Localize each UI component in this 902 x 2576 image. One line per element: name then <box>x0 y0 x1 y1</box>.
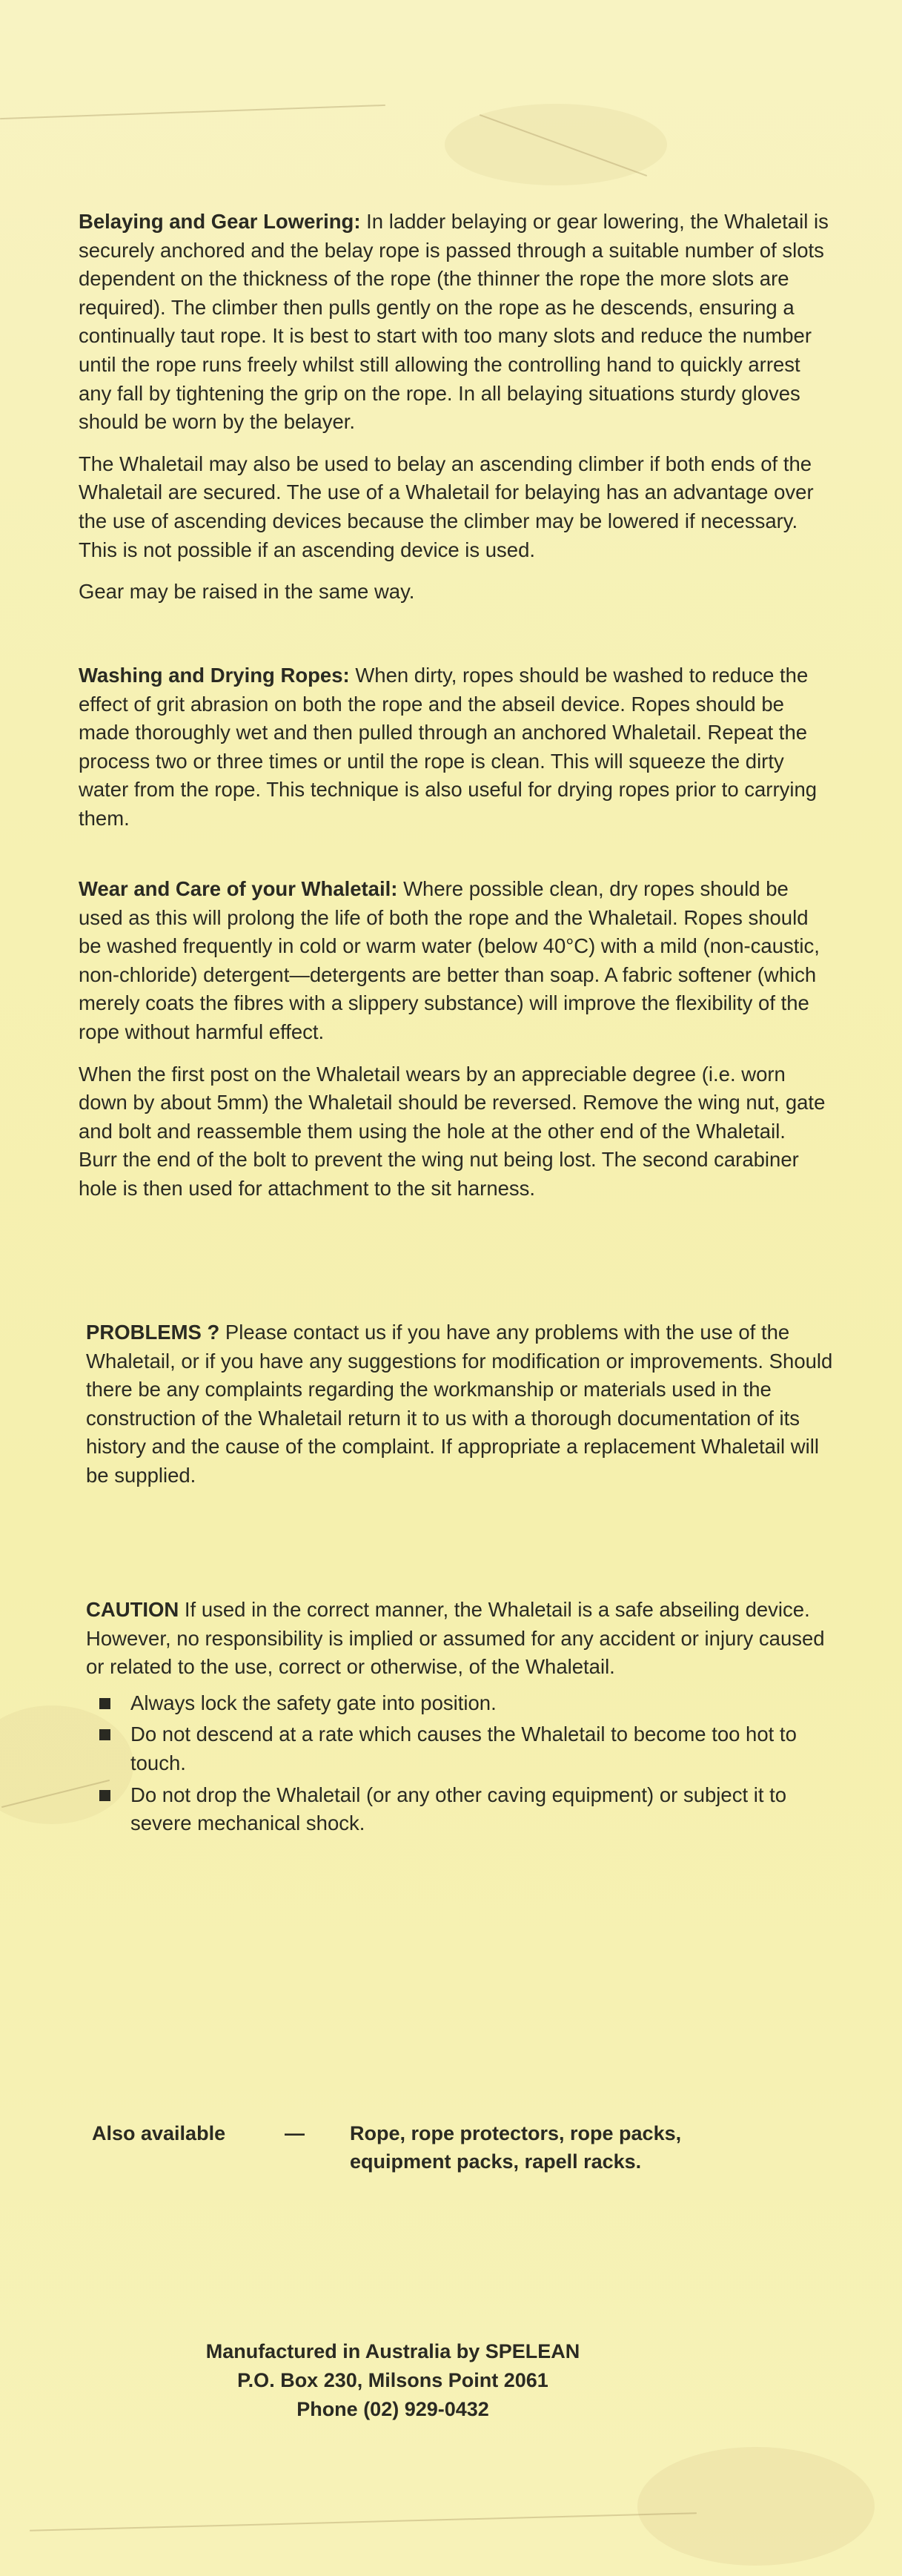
bullet-square-icon <box>99 1729 110 1740</box>
caution-bullet-2 <box>86 1720 836 1777</box>
care-heading: Wear and Care of your Whaletail: <box>79 877 398 900</box>
paper-crease <box>480 114 647 176</box>
manufacturer-line: Manufactured in Australia by SPELEAN <box>205 2340 580 2362</box>
caution-bullet-text: Do not descend at a rate which causes the Whaletail to become too hot to touch. <box>130 1723 797 1774</box>
caution-bullet-text: Always lock the safety gate into position. <box>130 1691 497 1714</box>
belaying-text-1: In ladder belaying or gear lowering, the Whaletail is securely anchored and the belay rope is passed through a suitable number of slots dependent on the thickness of the rope (the thinner the rope the more slots are required). The climber then pulls gently on the rope as he descends, ensuring a continually taut rope. It is best to start with too many slots and reduce the number until the rope runs freely whilst still allowing the controlling hand to quickly arrest any fall by tightening the grip on the rope. In all belaying situations sturdy gloves should be worn by the belayer. <box>79 210 829 434</box>
washing-paragraph <box>79 661 829 833</box>
problems-section <box>86 1318 836 1490</box>
caution-bullet-text: Do not drop the Whaletail (or any other caving equipment) or subject it to severe mechanical shock. <box>130 1783 787 1835</box>
belaying-heading: Belaying and Gear Lowering: <box>79 210 361 233</box>
caution-section <box>86 1596 836 1841</box>
care-paragraph-2: When the first post on the Whaletail wears by an appreciable degree (i.e. worn down by about 5mm) the Whaletail should be reversed. Remove the wing nut, gate and bolt and reassemble them using the hole at the other end of the Whaletail. Burr the end of the bolt to prevent the wing nut being lost. The second carabiner hole is then used for attachment to the sit harness. <box>79 1062 826 1200</box>
washing-text: When dirty, ropes should be washed to reduce the effect of grit abrasion on both the rope and the abseil device. Ropes should be made thoroughly wet and then pulled through an anchored Whaletail. Repeat the process two or three times or until the rope is clean. This will squeeze the dirty water from the rope. This technique is also useful for drying ropes prior to carrying them. <box>79 664 818 830</box>
problems-heading: PROBLEMS ? <box>86 1321 220 1344</box>
caution-heading: CAUTION <box>86 1598 179 1621</box>
paper-crease <box>0 105 385 119</box>
manufacturer-phone: Phone (02) 929-0432 <box>296 2398 489 2420</box>
caution-bullet-3 <box>86 1781 836 1838</box>
paper-crease <box>30 2512 697 2532</box>
care-paragraph-1 <box>79 875 829 1047</box>
problems-paragraph <box>86 1318 836 1490</box>
belaying-paragraph-1 <box>79 208 829 437</box>
manufacturer-block <box>104 2337 682 2424</box>
also-available-dash: — <box>285 2122 305 2144</box>
care-section <box>79 875 829 1203</box>
paper-stain <box>637 2447 875 2566</box>
belaying-paragraph-3: Gear may be raised in the same way. <box>79 580 415 604</box>
belaying-paragraph-2: The Whaletail may also be used to belay an ascending climber if both ends of the Whaletail are secured. The use of a Whaletail for belaying has an advantage over the use of ascending devices because the climber may be lowered if necessary. This is not possible if an ascending device is used. <box>79 452 814 561</box>
problems-text: Please contact us if you have any problems with the use of the Whaletail, or if you have any suggestions for modification or improvements. Should there be any complaints regarding the workmanship or materials used in the construction of the Whaletail return it to us with a thorough documentation of its history and the cause of the complaint. If appropriate a replacement Whaletail will be supplied. <box>86 1321 833 1487</box>
caution-text: If used in the correct manner, the Whaletail is a safe abseiling device. However, no responsibility is implied or assumed for any accident or injury caused or related to the use, correct or otherwise, of the Whaletail. <box>86 1598 825 1679</box>
care-text-1: Where possible clean, dry ropes should be used as this will prolong the life of both the rope and the Whaletail. Ropes should be washed frequently in cold or warm water (below 40°C) with a mild (non-caustic, non-chloride) detergent—detergents are better than soap. A fabric softener (which merely coats the fibres with a slippery substance) will improve the flexibility of the rope without harmful effect. <box>79 877 820 1043</box>
washing-heading: Washing and Drying Ropes: <box>79 664 350 687</box>
paper-stain <box>445 104 667 185</box>
also-available-label: Also available <box>92 2122 226 2144</box>
caution-bullet-1 <box>86 1689 836 1718</box>
caution-paragraph <box>86 1596 836 1682</box>
also-items-line-2: equipment packs, rapell racks. <box>350 2150 642 2173</box>
caution-list <box>86 1689 836 1838</box>
washing-section <box>79 661 829 833</box>
manufacturer-address: P.O. Box 230, Milsons Point 2061 <box>237 2369 548 2391</box>
bullet-square-icon <box>99 1790 110 1801</box>
also-items-line-1: Rope, rope protectors, rope packs, <box>350 2122 682 2144</box>
also-available-items <box>350 2119 795 2176</box>
bullet-square-icon <box>99 1698 110 1709</box>
belaying-section <box>79 208 829 607</box>
